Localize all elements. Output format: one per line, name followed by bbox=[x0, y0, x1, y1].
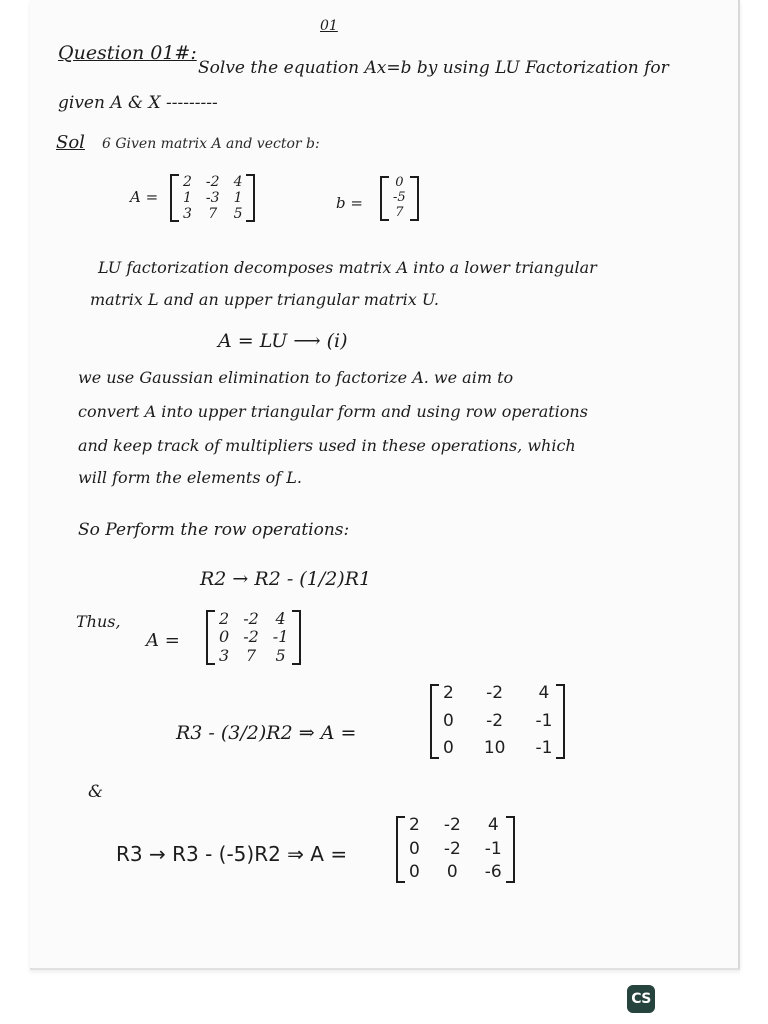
matrix-cell: -2 bbox=[243, 609, 259, 628]
row-operation-3: R3 → R3 - (-5)R2 ⇒ A = bbox=[116, 842, 348, 866]
matrix-a bbox=[170, 174, 255, 222]
matrix-cell: 1 bbox=[233, 190, 243, 207]
camscanner-logo: CS bbox=[627, 985, 655, 1013]
left-bracket bbox=[206, 610, 215, 665]
matrix-cell: -1 bbox=[535, 710, 553, 731]
question-text-line2: given A & X --------- bbox=[58, 93, 218, 113]
matrix-cell: -2 bbox=[443, 838, 461, 859]
matrix-cell: -2 bbox=[443, 815, 461, 835]
factorization-equation: A = LU ⟶ (i) bbox=[218, 330, 348, 352]
thus-label: Thus, bbox=[76, 612, 121, 631]
vector-cell: 7 bbox=[395, 204, 404, 220]
matrix-cell: 0 bbox=[409, 838, 420, 859]
matrix-cell: 4 bbox=[233, 174, 243, 190]
step1-matrix bbox=[206, 610, 301, 665]
matrix-cell: -1 bbox=[535, 738, 553, 759]
paragraph-line1: we use Gaussian elimination to factorize A. we aim to bbox=[78, 368, 514, 387]
row-operation-2: R3 - (3/2)R2 ⇒ A = bbox=[176, 722, 357, 744]
matrix-cell: 4 bbox=[487, 815, 499, 835]
matrix-cell: 3 bbox=[219, 645, 230, 665]
row-operation-1: R2 → R2 - (1/2)R1 bbox=[200, 568, 372, 590]
vector-b-label: b = bbox=[336, 194, 363, 212]
matrix-cell: -2 bbox=[486, 683, 504, 703]
matrix-cell: 4 bbox=[275, 609, 286, 628]
matrix-cell: 5 bbox=[275, 645, 286, 665]
left-bracket bbox=[170, 174, 179, 222]
matrix-cell: 0 bbox=[443, 738, 454, 759]
matrix-cell: 0 bbox=[219, 627, 230, 647]
step1-matrix-grid bbox=[219, 610, 288, 665]
matrix-cell: 0 bbox=[409, 862, 420, 883]
matrix-cell: -2 bbox=[205, 174, 220, 190]
vector-cell: -5 bbox=[393, 189, 406, 205]
step2-matrix bbox=[430, 684, 565, 759]
lu-description-line2: matrix L and an upper triangular matrix U. bbox=[90, 290, 439, 309]
matrix-cell: -2 bbox=[486, 710, 504, 731]
right-bracket bbox=[410, 176, 419, 221]
matrix-cell: 10 bbox=[483, 738, 506, 759]
matrix-cell: 3 bbox=[183, 206, 192, 223]
lu-description-line1: LU factorization decomposes matrix A into a lower triangular bbox=[98, 258, 597, 277]
matrix-a-grid bbox=[183, 174, 242, 222]
right-bracket bbox=[246, 174, 255, 222]
left-bracket bbox=[430, 684, 439, 759]
matrix-cell: 4 bbox=[538, 683, 550, 703]
matrix-cell: -3 bbox=[205, 190, 220, 207]
and-mark: & bbox=[88, 782, 104, 802]
matrix-cell: 1 bbox=[183, 190, 192, 207]
step3-matrix bbox=[396, 816, 515, 883]
matrix-cell: 7 bbox=[208, 206, 218, 223]
question-label: Question 01#: bbox=[58, 42, 197, 64]
matrix-cell: -1 bbox=[272, 627, 289, 647]
left-bracket bbox=[380, 176, 389, 221]
right-bracket bbox=[292, 610, 301, 665]
matrix-cell: 2 bbox=[219, 609, 230, 628]
matrix-cell: 7 bbox=[245, 645, 257, 665]
matrix-cell: -1 bbox=[484, 838, 502, 859]
matrix-cell: -2 bbox=[243, 627, 259, 647]
step2-matrix-grid bbox=[443, 684, 552, 759]
question-text-line1: Solve the equation Ax=b by using LU Factorization for bbox=[198, 58, 669, 78]
vector-b-grid bbox=[393, 176, 406, 221]
paragraph-line4: will form the elements of L. bbox=[78, 468, 302, 487]
matrix-cell: 2 bbox=[183, 174, 192, 190]
solution-label: Sol bbox=[56, 132, 85, 153]
right-bracket bbox=[506, 816, 515, 883]
notebook-page bbox=[30, 0, 740, 970]
matrix-a-label: A = bbox=[130, 188, 159, 206]
matrix-cell: 2 bbox=[409, 815, 420, 835]
matrix-cell: -6 bbox=[484, 862, 502, 883]
step1-a-label: A = bbox=[146, 630, 180, 651]
step3-matrix-grid bbox=[409, 816, 502, 883]
vector-cell: 0 bbox=[395, 175, 404, 190]
matrix-cell: 0 bbox=[443, 710, 454, 731]
given-line: 6 Given matrix A and vector b: bbox=[102, 136, 320, 152]
vector-b bbox=[380, 176, 419, 221]
paragraph-line2: convert A into upper triangular form and using row operations bbox=[78, 402, 588, 421]
page-number: 01 bbox=[320, 18, 338, 34]
matrix-cell: 5 bbox=[233, 206, 243, 223]
right-bracket bbox=[556, 684, 565, 759]
perform-line: So Perform the row operations: bbox=[78, 520, 350, 540]
matrix-cell: 0 bbox=[446, 862, 458, 883]
left-bracket bbox=[396, 816, 405, 883]
paragraph-line3: and keep track of multipliers used in these operations, which bbox=[78, 436, 576, 455]
matrix-cell: 2 bbox=[443, 683, 454, 703]
